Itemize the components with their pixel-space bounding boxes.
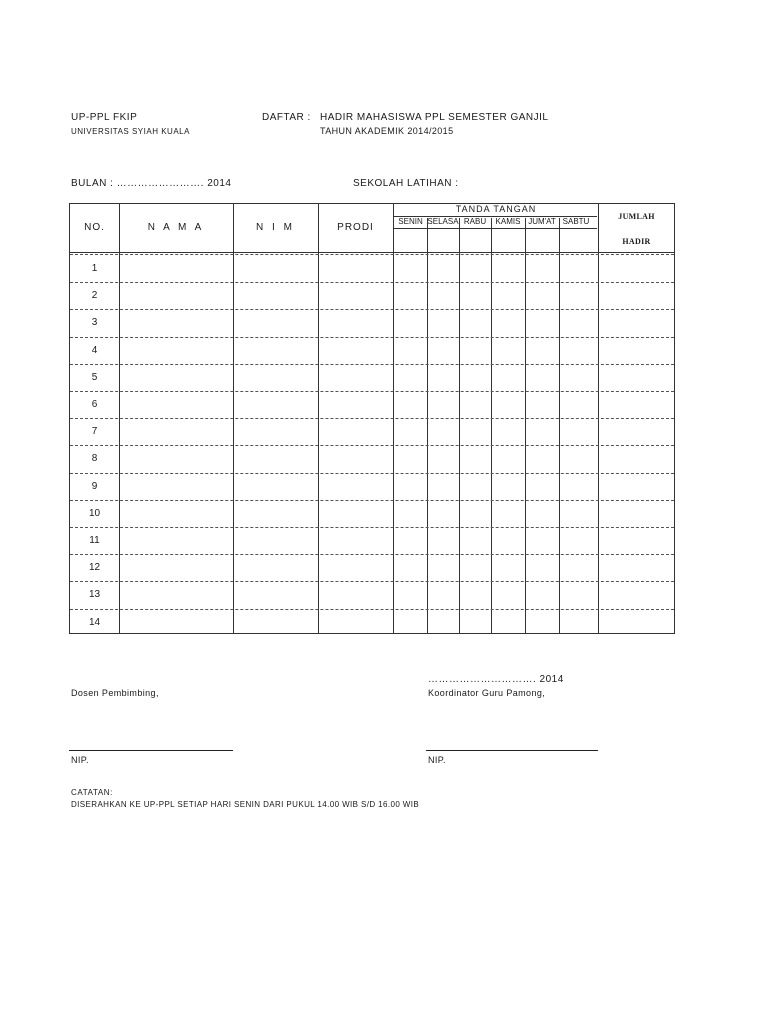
row-number: 9 <box>91 480 98 492</box>
row-divider <box>70 473 674 474</box>
header-no: NO. <box>84 222 105 233</box>
daftar-label: DAFTAR : <box>262 112 311 123</box>
row-number: 7 <box>91 426 98 438</box>
col-divider <box>427 218 428 633</box>
header-day-selasa: SELASA <box>427 217 459 226</box>
university-name: UNIVERSITAS SYIAH KUALA <box>71 127 190 136</box>
row-number: 14 <box>88 616 101 628</box>
row-divider <box>70 418 674 419</box>
row-number: 8 <box>91 453 98 465</box>
header-day-senin: SENIN <box>398 217 423 226</box>
row-divider <box>70 581 674 582</box>
row-divider <box>70 445 674 446</box>
row-number: 1 <box>91 263 98 274</box>
catatan-label: CATATAN: <box>71 788 113 797</box>
row-number: 13 <box>88 589 101 601</box>
bulan-field: BULAN : ……………………. 2014 <box>71 178 232 189</box>
attendance-table <box>69 203 675 634</box>
row-number: 2 <box>91 290 98 302</box>
row-number: 3 <box>91 317 98 329</box>
header-jumlah: JUMLAH <box>618 212 655 221</box>
row-number: 12 <box>88 562 101 574</box>
row-number: 10 <box>88 507 101 519</box>
header-day-sabtu: SABTU <box>562 217 590 226</box>
document-title: HADIR MAHASISWA PPL SEMESTER GANJIL <box>320 112 549 123</box>
dosen-pembimbing-label: Dosen Pembimbing, <box>71 688 159 698</box>
signature-line-right <box>426 750 598 751</box>
row-divider <box>70 527 674 528</box>
col-divider <box>459 218 460 633</box>
date-line: …………………………. 2014 <box>428 674 564 685</box>
sekolah-latihan-field: SEKOLAH LATIHAN : <box>353 178 459 189</box>
row-divider <box>70 554 674 555</box>
academic-year: TAHUN AKADEMIK 2014/2015 <box>320 126 454 136</box>
row-divider <box>70 282 674 283</box>
col-divider <box>559 218 560 633</box>
row-number: 6 <box>91 399 98 410</box>
catatan-text: DISERAHKAN KE UP-PPL SETIAP HARI SENIN DARI PUKUL 14.00 WIB S/D 16.00 WIB <box>71 800 420 809</box>
nip-left: NIP. <box>71 755 89 765</box>
header-day-kamis: KAMIS <box>495 217 521 226</box>
header-nim: N I M <box>256 222 295 233</box>
row-divider <box>70 609 674 610</box>
row-number: 11 <box>89 535 100 546</box>
row-divider <box>70 337 674 338</box>
col-divider <box>525 218 526 633</box>
header-day-rabu: RABU <box>463 217 487 226</box>
row-number: 5 <box>91 371 98 383</box>
row-divider <box>70 391 674 392</box>
header-hadir: HADIR <box>622 237 651 246</box>
header-nama: N A M A <box>147 222 205 233</box>
org-name: UP-PPL FKIP <box>71 112 138 123</box>
header-tanda-tangan: TANDA TANGAN <box>455 204 537 214</box>
header-prodi: PRODI <box>337 222 374 233</box>
koordinator-label: Koordinator Guru Pamong, <box>428 688 546 698</box>
col-divider <box>491 218 492 633</box>
row-divider <box>70 309 674 310</box>
row-number: 4 <box>91 344 98 356</box>
header-divider-dashed <box>70 254 674 255</box>
signature-line-left <box>69 750 233 751</box>
row-divider <box>70 500 674 501</box>
row-divider <box>70 364 674 365</box>
days-divider <box>393 228 597 229</box>
header-day-jumat: JUM'AT <box>528 217 556 226</box>
nip-right: NIP. <box>428 755 446 765</box>
header-divider <box>70 252 674 253</box>
